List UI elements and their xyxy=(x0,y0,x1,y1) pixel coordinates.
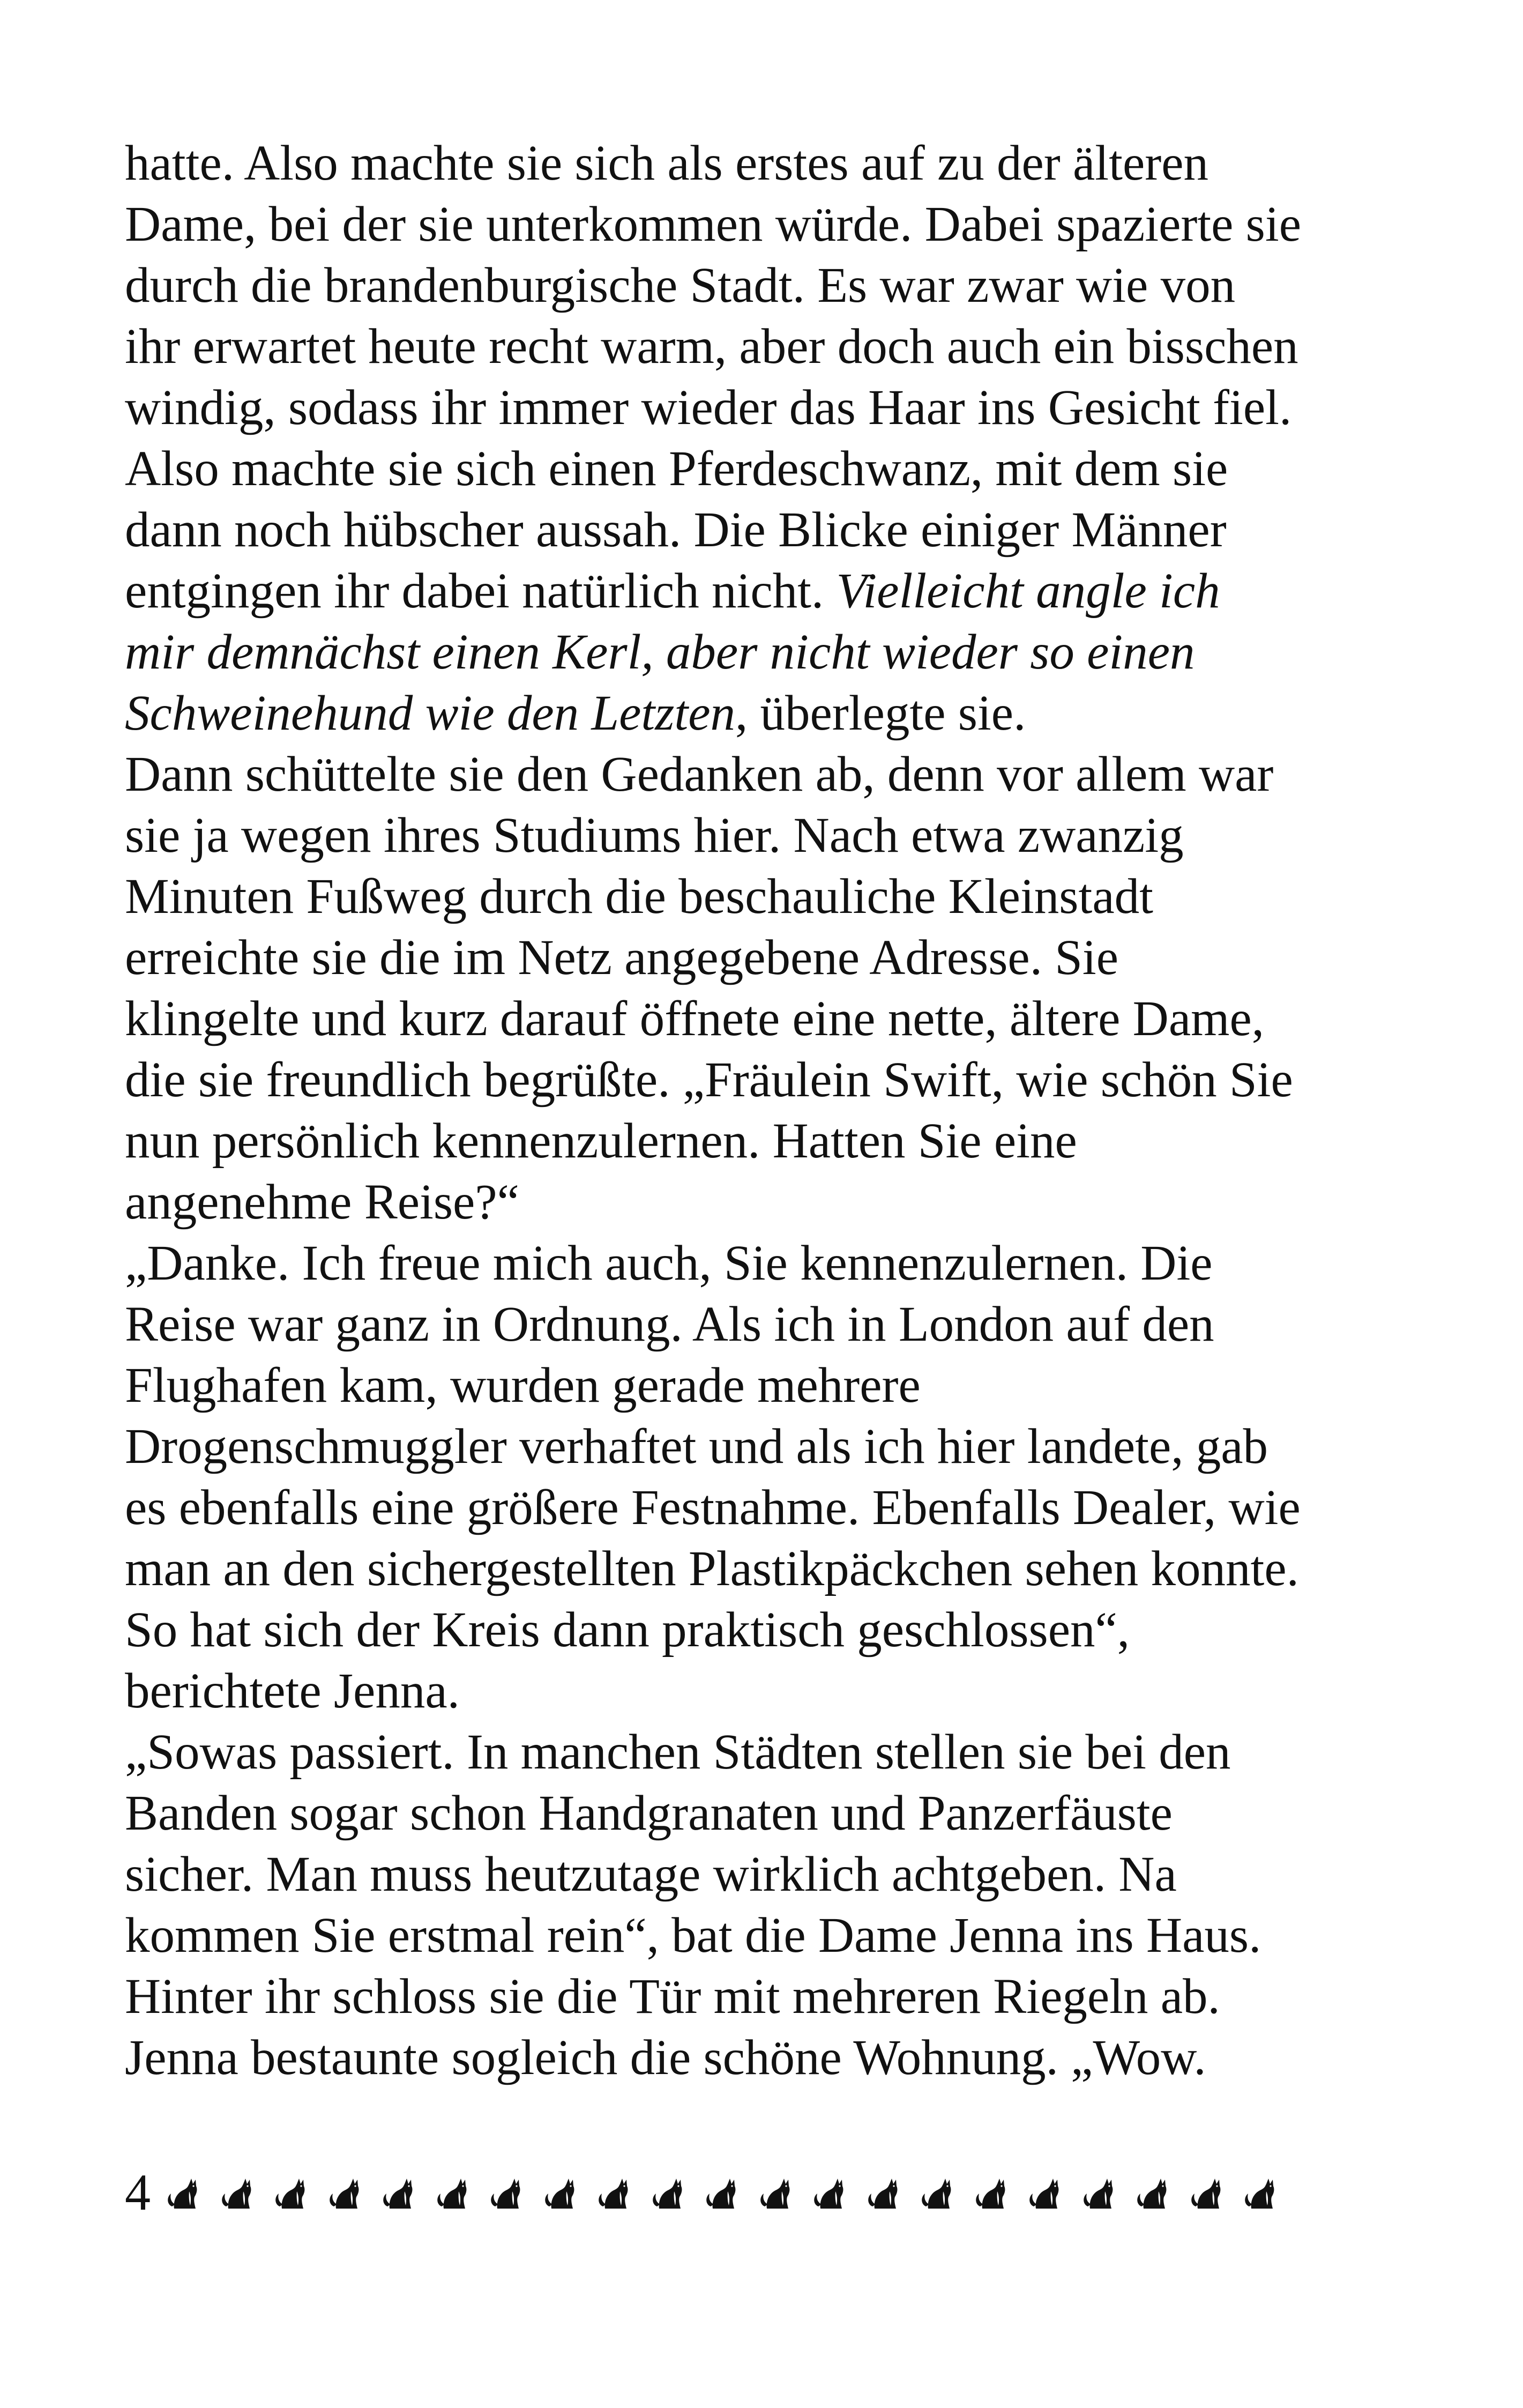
sitting-cat-icon xyxy=(865,2173,904,2212)
text-line: die sie freundlich begrüßte. „Fräulein Swift, wie schön Sie xyxy=(125,1052,1293,1108)
text-line: Dame, bei der sie unterkommen würde. Dabei spazierte sie xyxy=(125,197,1301,252)
text-line: angenehme Reise?“ xyxy=(125,1175,519,1230)
sitting-cat-icon xyxy=(165,2173,203,2212)
text-line: durch die brandenburgische Stadt. Es war zwar wie von xyxy=(125,258,1236,313)
sitting-cat-icon xyxy=(488,2173,526,2212)
text-line: Hinter ihr schloss sie die Tür mit mehreren Riegeln ab. xyxy=(125,1969,1220,2024)
italic-thought: mir demnächst einen Kerl, aber nicht wieder so einen xyxy=(125,625,1195,680)
text-line: Reise war ganz in Ordnung. Als ich in London auf den xyxy=(125,1297,1214,1352)
text-line: entgingen ihr dabei natürlich nicht. Vielleicht angle ich xyxy=(125,563,1220,619)
text-line: „Sowas passiert. In manchen Städten stellen sie bei den xyxy=(125,1725,1231,1780)
sitting-cat-icon xyxy=(326,2173,365,2212)
text-line: nun persönlich kennenzulernen. Hatten Sie eine xyxy=(125,1113,1077,1169)
sitting-cat-icon xyxy=(595,2173,634,2212)
text-line: kommen Sie erstmal rein“, bat die Dame Jenna ins Haus. xyxy=(125,1908,1261,1963)
italic-thought: Schweinehund wie den Letzten xyxy=(125,686,736,741)
text-line: windig, sodass ihr immer wieder das Haar ins Gesicht fiel. xyxy=(125,380,1292,435)
sitting-cat-icon xyxy=(434,2173,473,2212)
sitting-cat-icon xyxy=(649,2173,688,2212)
text-line: Also machte sie sich einen Pferdeschwanz, mit dem sie xyxy=(125,441,1228,496)
text-line: man an den sichergestellten Plastikpäckchen sehen konnte. xyxy=(125,1541,1299,1596)
sitting-cat-icon xyxy=(703,2173,742,2212)
sitting-cat-icon xyxy=(1188,2173,1227,2212)
italic-thought: Vielleicht angle ich xyxy=(836,563,1220,619)
text-line: Minuten Fußweg durch die beschauliche Kleinstadt xyxy=(125,869,1153,924)
sitting-cat-icon xyxy=(973,2173,1011,2212)
sitting-cat-icon xyxy=(919,2173,957,2212)
text-line: sicher. Man muss heutzutage wirklich achtgeben. Na xyxy=(125,1847,1177,1902)
sitting-cat-icon xyxy=(811,2173,849,2212)
text-line: Jenna bestaunte sogleich die schöne Wohnung. „Wow. xyxy=(125,2030,1206,2085)
body-text xyxy=(125,133,1443,2089)
page-footer xyxy=(125,2160,1296,2225)
text-line: hatte. Also machte sie sich als erstes auf zu der älteren xyxy=(125,136,1208,191)
text-line: „Danke. Ich freue mich auch, Sie kennenzulernen. Die xyxy=(125,1236,1213,1291)
sitting-cat-icon xyxy=(542,2173,580,2212)
text-line: berichtete Jenna. xyxy=(125,1663,460,1719)
text-line: erreichte sie die im Netz angegebene Adresse. Sie xyxy=(125,930,1119,985)
sitting-cat-icon xyxy=(272,2173,311,2212)
text-line: klingelte und kurz darauf öffnete eine nette, ältere Dame, xyxy=(125,991,1264,1046)
sitting-cat-icon xyxy=(1242,2173,1280,2212)
sitting-cat-icon xyxy=(219,2173,257,2212)
text-line: Dann schüttelte sie den Gedanken ab, denn vor allem war xyxy=(125,747,1274,802)
sitting-cat-icon xyxy=(1080,2173,1119,2212)
text-line: ihr erwartet heute recht warm, aber doch auch ein bisschen xyxy=(125,319,1298,374)
text-line xyxy=(125,622,1443,683)
text-line: So hat sich der Kreis dann praktisch geschlossen“, xyxy=(125,1602,1130,1658)
sitting-cat-icon xyxy=(1134,2173,1173,2212)
cat-ornament-row xyxy=(165,2173,1296,2212)
text-line: Drogenschmuggler verhaftet und als ich hier landete, gab xyxy=(125,1419,1268,1474)
text-line: Schweinehund wie den Letzten, überlegte sie. xyxy=(125,686,1026,741)
text-line: dann noch hübscher aussah. Die Blicke einiger Männer xyxy=(125,502,1227,558)
page-number: 4 xyxy=(125,2164,151,2221)
sitting-cat-icon xyxy=(757,2173,796,2212)
text-line: Flughafen kam, wurden gerade mehrere xyxy=(125,1358,921,1413)
text-line: Banden sogar schon Handgranaten und Panzerfäuste xyxy=(125,1786,1173,1841)
sitting-cat-icon xyxy=(1026,2173,1065,2212)
text-line: sie ja wegen ihres Studiums hier. Nach etwa zwanzig xyxy=(125,808,1184,863)
text-line: es ebenfalls eine größere Festnahme. Ebenfalls Dealer, wie xyxy=(125,1480,1301,1535)
sitting-cat-icon xyxy=(380,2173,419,2212)
